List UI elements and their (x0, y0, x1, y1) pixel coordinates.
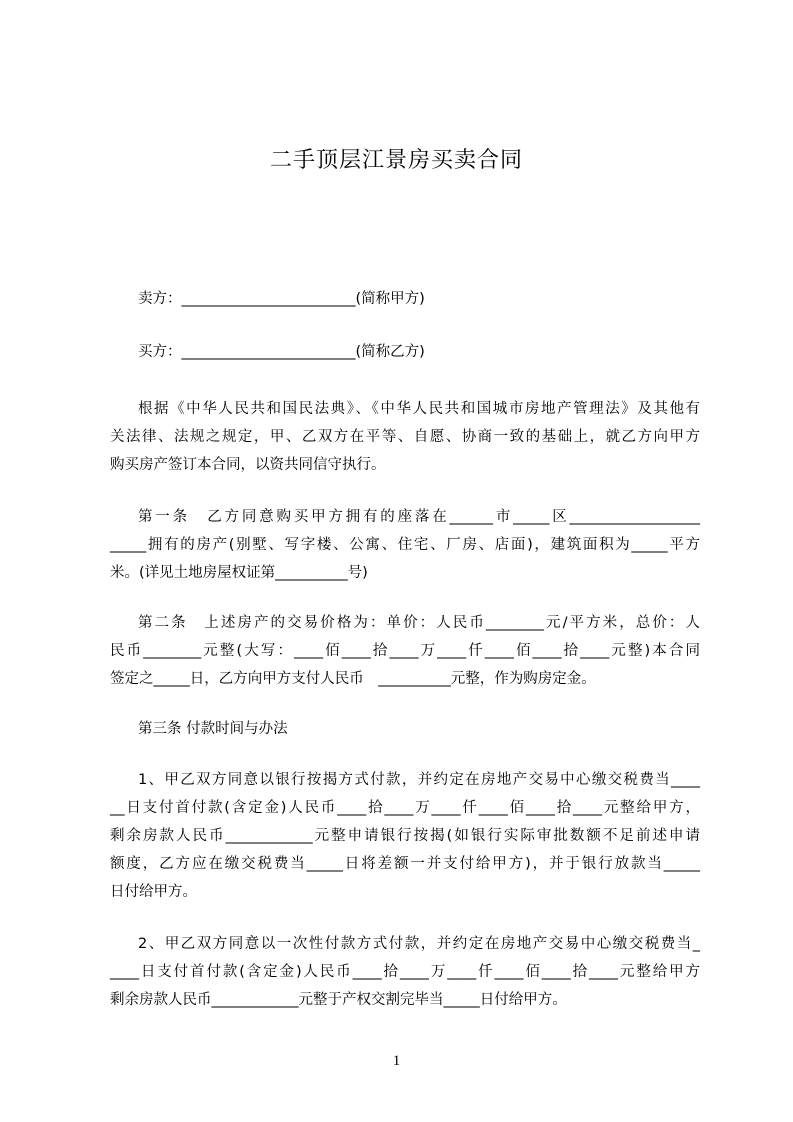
preamble-line: 关法律、法规之规定，甲、乙双方在平等、自愿、协商一致的基础上，就乙方向甲方 (110, 429, 700, 445)
article2-line: 第二条 上述房产的交易价格为：单价：人民币________元/平方米，总价：人 (138, 615, 700, 631)
clause1-line: 日付给甲方。 (110, 884, 197, 900)
article2-line: 签定之_____日，乙方向甲方支付人民币 __________元整，作为购房定金。 (110, 671, 596, 687)
clause1-line: __日支付首付款(含定金)人民币____拾____万____仟____佰____拾____元整给甲方， (110, 800, 700, 816)
clause1-line: 1、甲乙双方同意以银行按揭方式付款，并约定在房地产交易中心缴交税费当____ (138, 772, 700, 788)
article1-line: 第一条 乙方同意购买甲方拥有的座落在______市_____区__________________ (138, 509, 700, 525)
article2-line: 民币________元整(大写：____佰____拾____万____仟____佰____拾____元整)本合同 (110, 643, 700, 659)
article1-line: 米。(详见土地房屋权证第__________号) (110, 565, 368, 581)
article1-line: _____拥有的房产(别墅、写字楼、公寓、住宅、厂房、店面)，建筑面积为_____平方 (110, 537, 700, 553)
preamble-line: 购买房产签订本合同，以资共同信守执行。 (110, 457, 386, 473)
preamble-line: 根据《中华人民共和国民法典》、《中华人民共和国城市房地产管理法》及其他有 (138, 401, 700, 417)
clause1-line: 剩余房款人民币____________元整申请银行按揭(如银行实际审批数额不足前述申请 (110, 828, 700, 844)
clause2-line: ____日支付首付款(含定金)人民币____拾____万____仟____佰____拾____元整给甲方 (110, 964, 700, 980)
article3-heading: 第三条 付款时间与办法 (138, 721, 288, 737)
clause2-line: 剩余房款人民币____________元整于产权交割完毕当_____日付给甲方。 (110, 992, 567, 1008)
buyer-line: 买方：________________________(简称乙方) (138, 344, 425, 360)
seller-line: 卖方：________________________(简称甲方) (138, 291, 425, 307)
clause2-line: 2、甲乙双方同意以一次性付款方式付款，并约定在房地产交易中心缴交税费当_ (138, 936, 700, 952)
clause1-line: 额度，乙方应在缴交税费当_____日将差额一并支付给甲方)，并于银行放款当_____ (110, 856, 700, 872)
document-title: 二手顶层江景房买卖合同 (269, 148, 523, 173)
page-number: 1 (392, 1053, 401, 1069)
